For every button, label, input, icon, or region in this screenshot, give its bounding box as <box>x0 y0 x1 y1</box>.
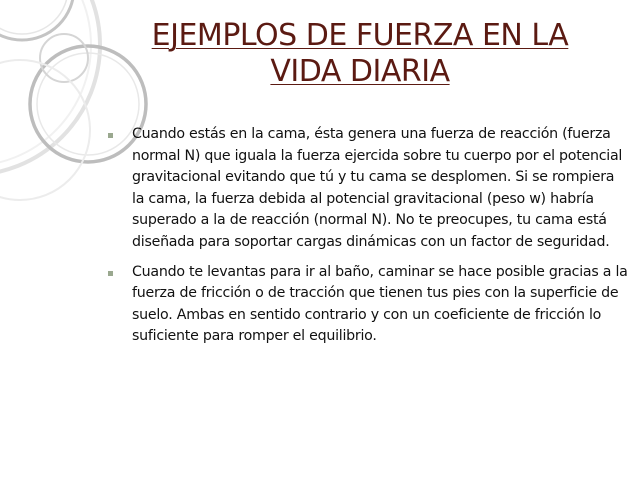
bullet-icon <box>108 271 113 276</box>
list-item <box>108 262 628 348</box>
title-line-2: VIDA DIARIA <box>270 54 450 89</box>
list-item <box>108 124 628 254</box>
bullet-text: Cuando estás en la cama, ésta genera una fuerza de reacción (fuerza normal N) que iguala la fuerza ejercida sobre tu cuerpo por el potencial gravitacional evitando que tú y tu cama se desplomen. Si se rompiera la cama, la fuerza debida al potencial gravitacional (peso w) habría superado a la de reacción (normal N). No te preocupes, tu cama está diseñada para soportar cargas dinámicas con un factor de seguridad. <box>132 126 623 250</box>
bullet-list <box>108 124 628 356</box>
slide-title <box>100 18 620 90</box>
bullet-icon <box>108 133 113 138</box>
title-line-1: EJEMPLOS DE FUERZA EN LA <box>151 18 569 53</box>
bullet-text: Cuando te levantas para ir al baño, caminar se hace posible gracias a la fuerza de fricción o de tracción que tienen tus pies con la superficie de suelo. Ambas en sentido contrario y con un coeficiente de fricción lo suficiente para romper el equilibrio. <box>132 263 628 345</box>
